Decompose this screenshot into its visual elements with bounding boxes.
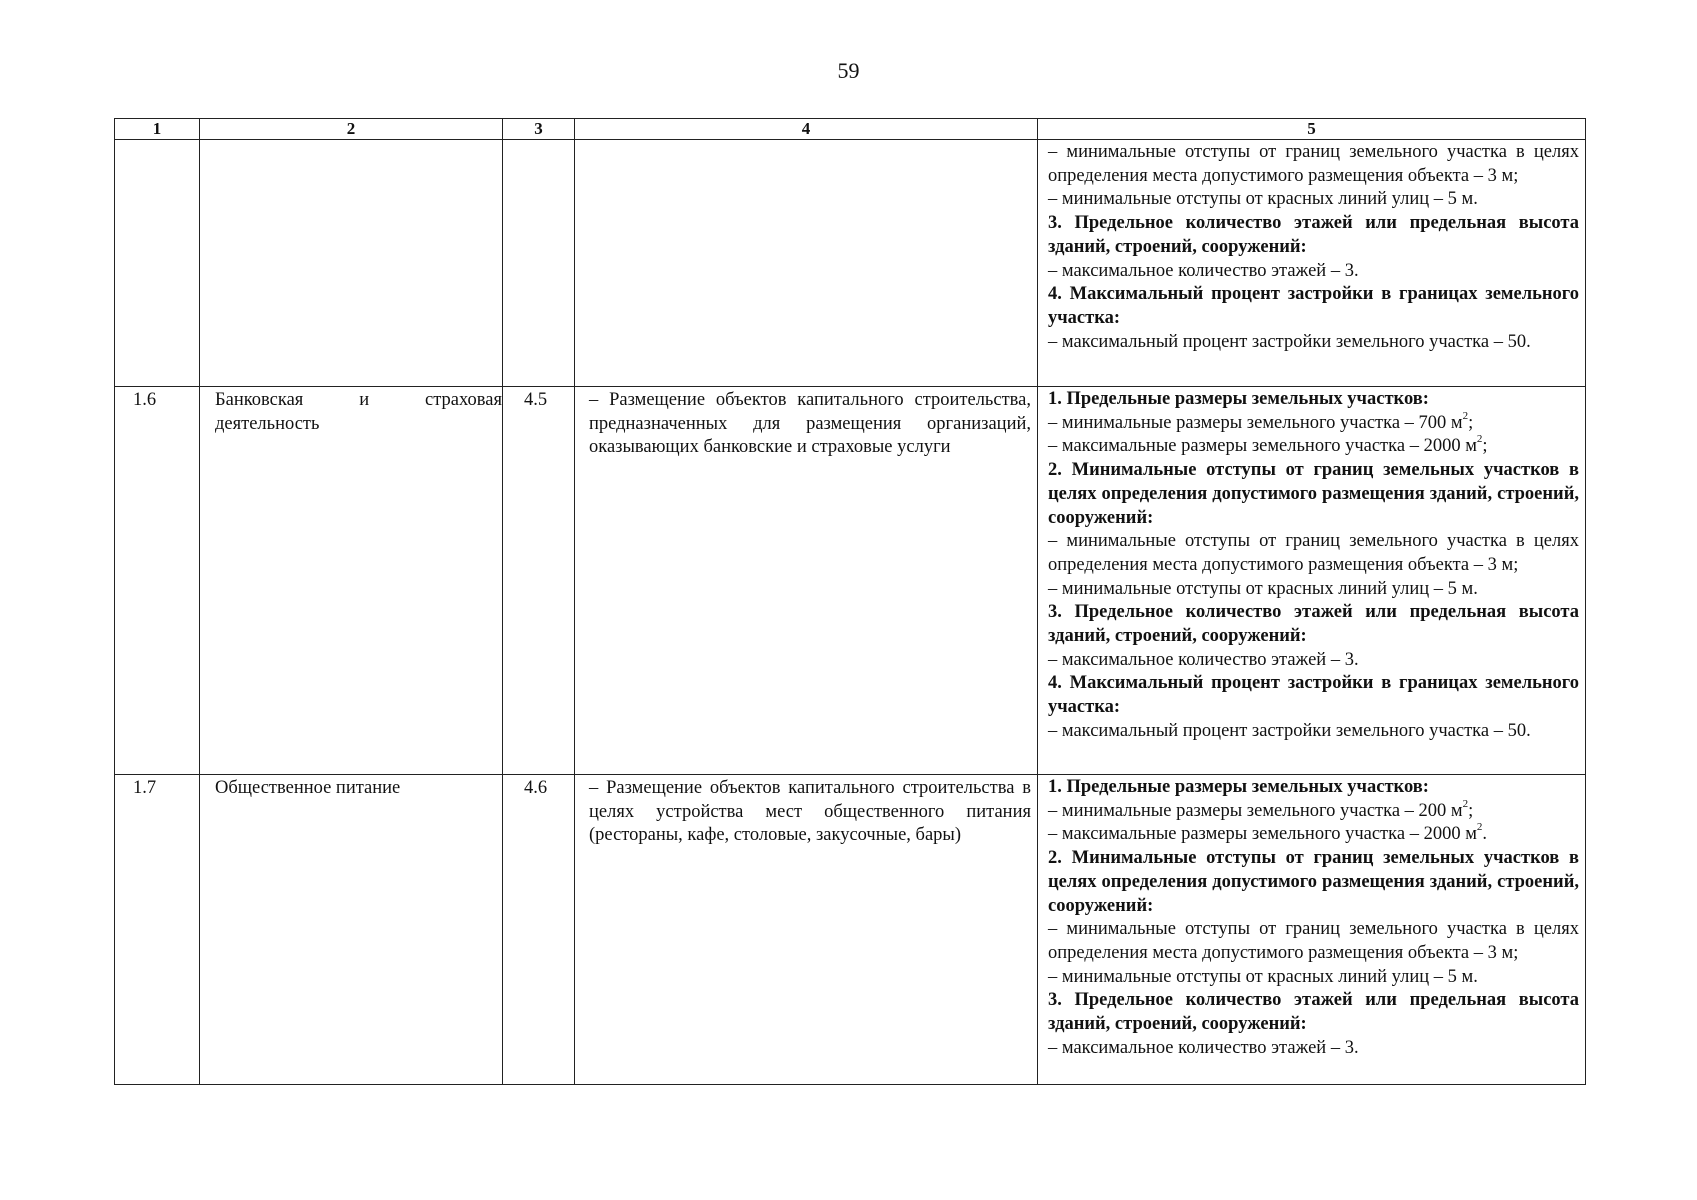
parameter-line: – минимальные отступы от границ земельного участка в целях определения места допустимого размещения объекта – 3 м; [1048, 919, 1579, 963]
parameter-heading: 3. Предельное количество этажей или предельная высота зданий, строений, сооружений: [1048, 602, 1579, 647]
parameter-line [1048, 797, 1579, 824]
parameter-line [1048, 435, 1579, 459]
parameter-line: – максимальный процент застройки земельного участка – 50. [1048, 720, 1531, 741]
column-header-5: 5 [1038, 119, 1586, 140]
parameter-heading: 4. Максимальный процент застройки в границах земельного участка: [1048, 673, 1579, 718]
superscript: 2 [1462, 409, 1469, 422]
cell-number: 1.6 [115, 387, 200, 775]
description-text: – Размещение объектов капитального строительства, предназначенных для размещения организаций, оказывающих банковские и страховые услуги [589, 390, 1031, 458]
parameter-line: – минимальные отступы от границ земельного участка в целях определения места допустимого размещения объекта – 3 м; [1048, 531, 1579, 575]
column-header-1: 1 [115, 119, 200, 140]
parameter-heading: 4. Максимальный процент застройки в границах земельного участка: [1048, 284, 1579, 328]
parameter-line: – минимальные отступы от красных линий улиц – 5 м. [1048, 189, 1478, 210]
parameter-tail: ; [1482, 436, 1488, 457]
superscript: 2 [1476, 821, 1483, 834]
column-header-2: 2 [200, 119, 503, 140]
superscript: 2 [1476, 433, 1483, 446]
table-row-1-6 [115, 387, 1586, 775]
parameter-heading: 1. Предельные размеры земельных участков: [1048, 777, 1429, 797]
parameter-text: – максимальные размеры земельного участка – 2000 м [1048, 436, 1477, 457]
parameter-heading: 1. Предельные размеры земельных участков: [1048, 389, 1429, 409]
cell-parameters [1038, 140, 1586, 387]
parameter-line [1048, 823, 1579, 847]
parameter-tail: ; [1468, 412, 1474, 433]
parameter-text: – максимальные размеры земельного участка – 2000 м [1048, 824, 1477, 845]
parameter-tail: . [1482, 824, 1488, 845]
parameter-heading: 2. Минимальные отступы от границ земельных участков в целях определения допустимого размещения зданий, строений, сооружений: [1048, 460, 1579, 528]
cell-use-code [503, 140, 575, 387]
column-header-4: 4 [575, 119, 1038, 140]
cell-description [575, 775, 1038, 1085]
column-header-3: 3 [503, 119, 575, 140]
parameter-text: – минимальные размеры земельного участка – 700 м [1048, 412, 1463, 433]
parameter-line: – минимальные отступы от границ земельного участка в целях определения места допустимого размещения объекта – 3 м; [1048, 142, 1579, 186]
parameter-line: – максимальный процент застройки земельного участка – 50. [1048, 331, 1531, 352]
parameter-heading: 3. Предельное количество этажей или предельная высота зданий, строений, сооружений: [1048, 213, 1579, 257]
parameter-heading: 3. Предельное количество этажей или предельная высота зданий, строений, сооружений: [1048, 990, 1579, 1035]
cell-description [575, 387, 1038, 775]
cell-use-name: Общественное питание [200, 775, 503, 1085]
parameter-tail: ; [1468, 800, 1474, 821]
cell-parameters [1038, 387, 1586, 775]
parameter-text: – минимальные размеры земельного участка – 200 м [1048, 800, 1463, 821]
parameter-line: – минимальные отступы от красных линий улиц – 5 м. [1048, 578, 1478, 599]
parameter-line [1048, 409, 1579, 436]
superscript: 2 [1462, 797, 1469, 810]
cell-use-code: 4.5 [503, 387, 575, 775]
table-row-1-7 [115, 775, 1586, 1085]
cell-parameters [1038, 775, 1586, 1085]
cell-number: 1.7 [115, 775, 200, 1085]
page-number: 59 [837, 58, 860, 83]
parameter-line: – максимальное количество этажей – 3. [1048, 1037, 1359, 1058]
parameter-line: – минимальные отступы от красных линий улиц – 5 м. [1048, 966, 1478, 987]
land-use-regulations-table [114, 118, 1586, 1085]
description-text: – Размещение объектов капитального строительства в целях устройства мест общественного питания (рестораны, кафе, столовые, закусочные, бары) [589, 778, 1031, 846]
parameter-heading: 2. Минимальные отступы от границ земельных участков в целях определения допустимого размещения зданий, строений, сооружений: [1048, 848, 1579, 916]
cell-use-name [200, 140, 503, 387]
parameter-line: – максимальное количество этажей – 3. [1048, 649, 1359, 670]
cell-use-name: Банковская и страховая деятельность [200, 387, 503, 775]
table-row-continuation [115, 140, 1586, 387]
cell-use-code: 4.6 [503, 775, 575, 1085]
parameter-line: – максимальное количество этажей – 3. [1048, 260, 1359, 281]
cell-description [575, 140, 1038, 387]
table-header-row [115, 119, 1586, 140]
cell-number [115, 140, 200, 387]
